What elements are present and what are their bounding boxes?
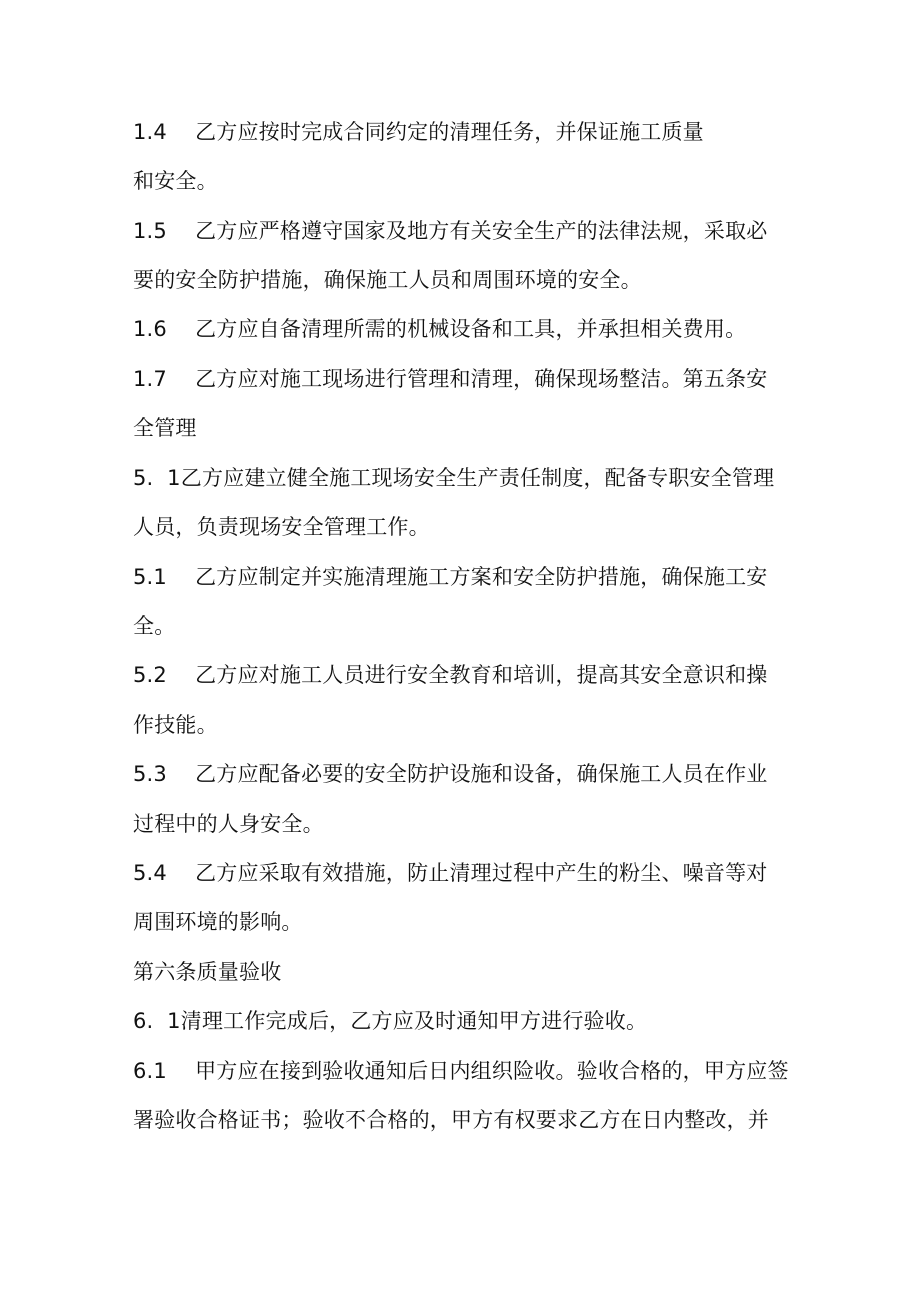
- text-line: 全。: [133, 614, 176, 638]
- text-line: 要的安全防护措施，确保施工人员和周围环境的安全。: [133, 268, 642, 292]
- text-line: 1.6 乙方应自备清理所需的机械设备和工具，并承担相关费用。: [133, 317, 747, 341]
- text-line: 5.4 乙方应采取有效措施，防止清理过程中产生的粉尘、噪音等对: [133, 861, 768, 885]
- text-line: 署验收合格证书；验收不合格的，甲方有权要求乙方在日内整改，并: [133, 1108, 769, 1132]
- text-line: 1.4 乙方应按时完成合同约定的清理任务，并保证施工质量: [133, 120, 704, 144]
- text-line: 5.2 乙方应对施工人员进行安全教育和培训，提高其安全意识和操: [133, 663, 768, 687]
- text-line: 和安全。: [133, 169, 218, 193]
- text-line: 人员，负责现场安全管理工作。: [133, 515, 430, 539]
- text-line: 5.3 乙方应配备必要的安全防护设施和设备，确保施工人员在作业: [133, 762, 768, 786]
- text-line: 过程中的人身安全。: [133, 812, 324, 836]
- text-line: 5. 1乙方应建立健全施工现场安全生产责任制度，配备专职安全管理: [133, 466, 775, 490]
- section-heading: 第六条质量验收: [133, 960, 282, 984]
- text-line: 全管理: [133, 416, 197, 440]
- text-line: 5.1 乙方应制定并实施清理施工方案和安全防护措施，确保施工安: [133, 565, 768, 589]
- text-line: 作技能。: [133, 713, 218, 737]
- text-line: 6. 1清理工作完成后，乙方应及时通知甲方进行验收。: [133, 1009, 648, 1033]
- text-line: 周围环境的影响。: [133, 910, 303, 934]
- text-line: 1.7 乙方应对施工现场进行管理和清理，确保现场整洁。第五条安: [133, 367, 768, 391]
- text-line: 6.1 甲方应在接到验收通知后日内组织险收。验收合格的，甲方应签: [133, 1059, 789, 1083]
- text-line: 1.5 乙方应严格遵守国家及地方有关安全生产的法律法规，采取必: [133, 219, 768, 243]
